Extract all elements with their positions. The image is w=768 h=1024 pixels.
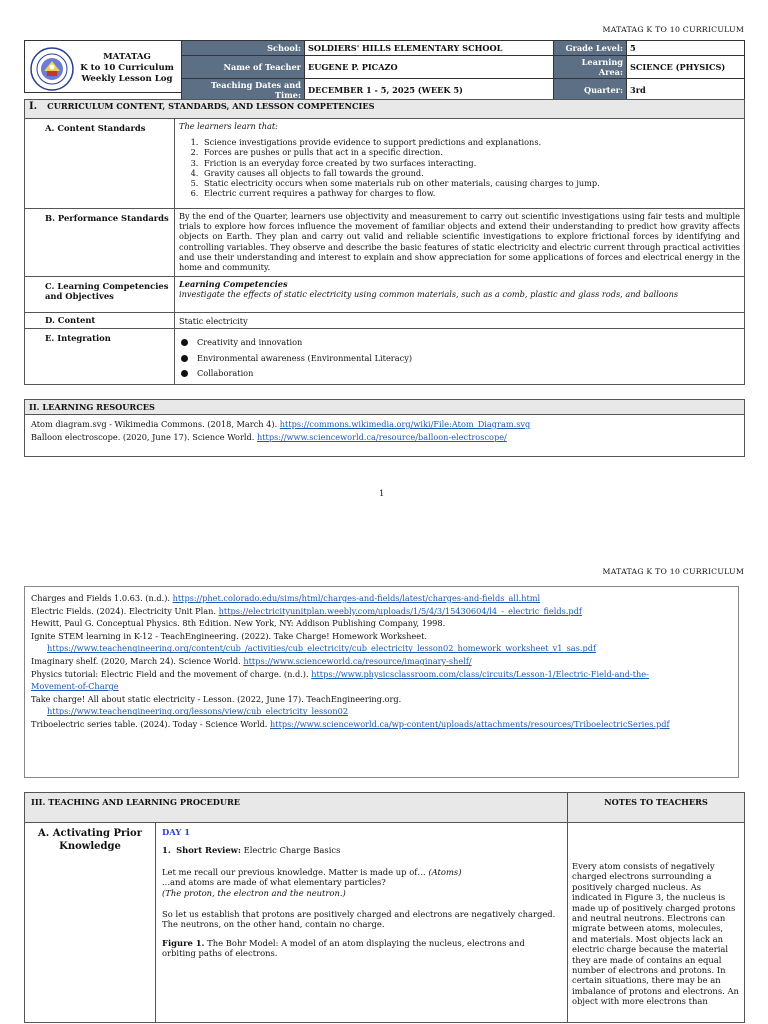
recall-line [162, 867, 561, 877]
standard-item: 6. Electric current requires a pathway for charges to flow. [201, 188, 740, 198]
performance-standards-label: B. Performance Standards [25, 209, 175, 277]
section-curriculum [24, 99, 745, 385]
quarter-label: Quarter: [554, 79, 627, 102]
question-line: ...and atoms are made of what elementary particles? [162, 877, 386, 888]
reference-link[interactable]: https://commons.wikimedia.org/wiki/File:Atom_Diagram.svg [279, 419, 531, 429]
reference-entry [25, 418, 744, 431]
reference-entry [25, 605, 738, 618]
reference-entry [25, 592, 738, 605]
resources-title: II. LEARNING RESOURCES [25, 400, 744, 415]
reference-text: Physics tutorial: Electric Field and the movement of charge. (n.d.). [31, 668, 312, 679]
integration-item: Collaboration [179, 366, 740, 382]
recall-text: Let me recall our previous knowledge. Matter is made up of… [162, 866, 429, 877]
reference-entry [25, 705, 738, 718]
reference-entry [25, 693, 738, 706]
competencies [175, 277, 745, 313]
reference-link[interactable]: https://www.scienceworld.ca/resource/imaginary-shelf/ [243, 655, 472, 666]
review-heading: Short Review: [176, 845, 241, 856]
standard-item: 1. Science investigations provide evidence to support predictions and explanations. [201, 137, 740, 147]
resources-continued [24, 586, 739, 778]
performance-standards: By the end of the Quarter, learners use objectivity and measurement to carry out scientific investigations using fair tests and multiple trials to explore how forces influence the movement of familiar objects and extend their understanding to predict how gravity affects objects on Earth. They plan and carry out valid and reliable scientific investigations to explore frictional forces by identifying and controlling variables. They observe and describe the basic features of static electricity and electric current through practical activities and use their understanding and interest to explain and show appreciation for some applications of forces and electrical energy in the home and community. [175, 209, 745, 277]
school-label: School: [182, 41, 305, 56]
content-value: Static electricity [175, 313, 745, 329]
reference-link[interactable]: https://www.teachengineering.org/lessons/view/cub_electricity_lesson02 [47, 706, 349, 717]
reference-entry [25, 431, 744, 444]
integration-label: E. Integration [25, 329, 175, 385]
reference-text: Atom diagram.svg - Wikimedia Commons. (2018, March 4). [31, 419, 280, 429]
reference-text: Hewitt, Paul G. Conceptual Physics. 8th Edition. New York, NY: Addison Publishing Company, 1998. [31, 618, 446, 629]
header-left-box [24, 40, 182, 93]
resources-list-2 [25, 587, 738, 731]
reference-text: Imaginary shelf. (2020, March 24). Science World. [31, 655, 244, 666]
standard-item: 5. Static electricity occurs when some materials rub on other materials, causing charges to jump. [201, 178, 740, 188]
teacher-label: Name of Teacher [182, 56, 305, 79]
standards-list [201, 137, 740, 198]
grade-value: 5 [627, 41, 745, 56]
standard-item: 2. Forces are pushes or pulls that act in a specific direction. [201, 147, 740, 157]
reference-entry [25, 655, 738, 668]
procedure-title: III. TEACHING AND LEARNING PROCEDURE [25, 793, 568, 823]
review-number: 1. [162, 845, 171, 856]
content-standards [175, 119, 745, 209]
short-review [162, 845, 561, 855]
reference-entry [25, 668, 738, 681]
reference-entry [25, 680, 738, 693]
content-standards-label: A. Content Standards [25, 119, 175, 209]
figure-text: The Bohr Model: A model of an atom displaying the nucleus, electrons and orbiting paths of electrons. [162, 937, 525, 959]
competencies-heading: Learning Competencies [179, 279, 288, 289]
quarter-value: 3rd [627, 79, 745, 102]
day-label: DAY 1 [162, 827, 191, 837]
curriculum-tag-2: MATATAG K TO 10 CURRICULUM [602, 567, 744, 576]
integration-list [179, 335, 740, 382]
section-procedure [24, 792, 745, 1023]
header-table [181, 40, 745, 102]
page-number: 1 [379, 488, 385, 498]
notes-header: NOTES TO TEACHERS [568, 793, 745, 823]
content-label: D. Content [25, 313, 175, 329]
reference-text: Triboelectric series table. (2024). Today - Science World. [31, 718, 271, 729]
reference-text: Electric Fields. (2024). Electricity Unit Plan. [31, 605, 219, 616]
competencies-label: C. Learning Competencies and Objectives [25, 277, 175, 313]
dates-label: Teaching Dates and Time: [182, 79, 305, 102]
standard-item: 4. Gravity causes all objects to fall towards the ground. [201, 168, 740, 178]
charge-paragraph: So let us establish that protons are positively charged and electrons are negatively charged. The neutrons, on the other hand, contain no charge. [162, 909, 556, 930]
reference-link[interactable]: https://www.teachengineering.org/content/cub_/activities/cub_electricity/cub_electricity_lesson02_homework_worksheet_v1_sas.pdf [47, 643, 596, 654]
teacher-value: EUGENE P. PICAZO [305, 56, 554, 79]
activating-label: A. Activating Prior Knowledge [25, 823, 156, 1023]
figure-label: Figure 1. [162, 937, 205, 948]
reference-link[interactable]: https://www.physicsclassroom.com/class/circuits/Lesson-1/Electric-Field-and-the- [311, 668, 649, 679]
reference-text: Balloon electroscope. (2020, June 17). Science World. [31, 431, 257, 442]
section-title [25, 100, 745, 119]
log-title-line: MATATAG [103, 52, 151, 62]
reference-entry [25, 642, 738, 655]
reference-entry [25, 630, 738, 643]
integration-item: Creativity and innovation [179, 335, 740, 351]
figure-caption [162, 938, 561, 959]
log-title-line: K to 10 Curriculum [80, 63, 174, 73]
section-numeral: I. [29, 101, 38, 112]
standard-item: 3. Friction is an everyday force created by two surfaces interacting. [201, 158, 740, 168]
teacher-notes: Every atom consists of negatively charged electrons surrounding a positively charged nucleus. As indicated in Figure 3, the nucleus is made up of positively charged protons and neutral neutrons. Electrons can migrate between atoms, molecules, and materials. Most objects lack an electric charge because the material they are made of contains an equal number of electrons and protons. In certain situations, there may be an imbalance of protons and electrons. An object with more electrons than [568, 823, 745, 1023]
activating-content [156, 823, 568, 1023]
reference-link[interactable]: Movement-of-Charge [31, 681, 119, 692]
log-title-line: Weekly Lesson Log [81, 74, 173, 84]
reference-entry [25, 718, 738, 731]
reference-link[interactable]: https://www.scienceworld.ca/wp-content/uploads/attachments/resources/TriboelectricSeries.pdf [270, 718, 670, 729]
reference-text: Take charge! All about static electricity - Lesson. (2022, June 17). TeachEngineering.org. [31, 693, 402, 704]
standards-intro: The learners learn that: [179, 121, 278, 131]
recall-answer: (Atoms) [428, 866, 462, 877]
reference-link[interactable]: https://phet.colorado.edu/sims/html/charges-and-fields/latest/charges-and-fields_all.html [172, 593, 541, 603]
curriculum-tag: MATATAG K TO 10 CURRICULUM [602, 25, 744, 34]
competencies-text: investigate the effects of static electricity using common materials, such as a comb, plastic and glass rods, and balloons [179, 289, 679, 300]
grade-label: Grade Level: [554, 41, 627, 56]
reference-entry [25, 617, 738, 630]
section-resources [24, 399, 745, 457]
reference-link[interactable]: https://www.scienceworld.ca/resource/balloon-electroscope/ [256, 431, 507, 442]
reference-text: Charges and Fields 1.0.63. (n.d.). [31, 593, 173, 603]
integration [175, 329, 745, 385]
school-value: SOLDIERS' HILLS ELEMENTARY SCHOOL [305, 41, 554, 56]
area-label: Learning Area: [554, 56, 627, 79]
review-topic: Electric Charge Basics [240, 845, 341, 856]
integration-item: Environmental awareness (Environmental Literacy) [179, 351, 740, 367]
section-title-text: CURRICULUM CONTENT, STANDARDS, AND LESSON COMPETENCIES [47, 101, 375, 111]
reference-text: Ignite STEM learning in K-12 - TeachEngineering. (2022). Take Charge! Homework Worksheet. [31, 630, 427, 641]
area-value: SCIENCE (PHYSICS) [627, 56, 745, 79]
answer-line: (The proton, the electron and the neutron.) [162, 887, 346, 898]
dates-value: DECEMBER 1 - 5, 2025 (WEEK 5) [305, 79, 554, 102]
reference-link[interactable]: https://electricityunitplan.weebly.com/uploads/1/5/4/3/15430604/l4_-_electric_fields.pdf [218, 605, 582, 616]
resources-list [25, 415, 744, 443]
